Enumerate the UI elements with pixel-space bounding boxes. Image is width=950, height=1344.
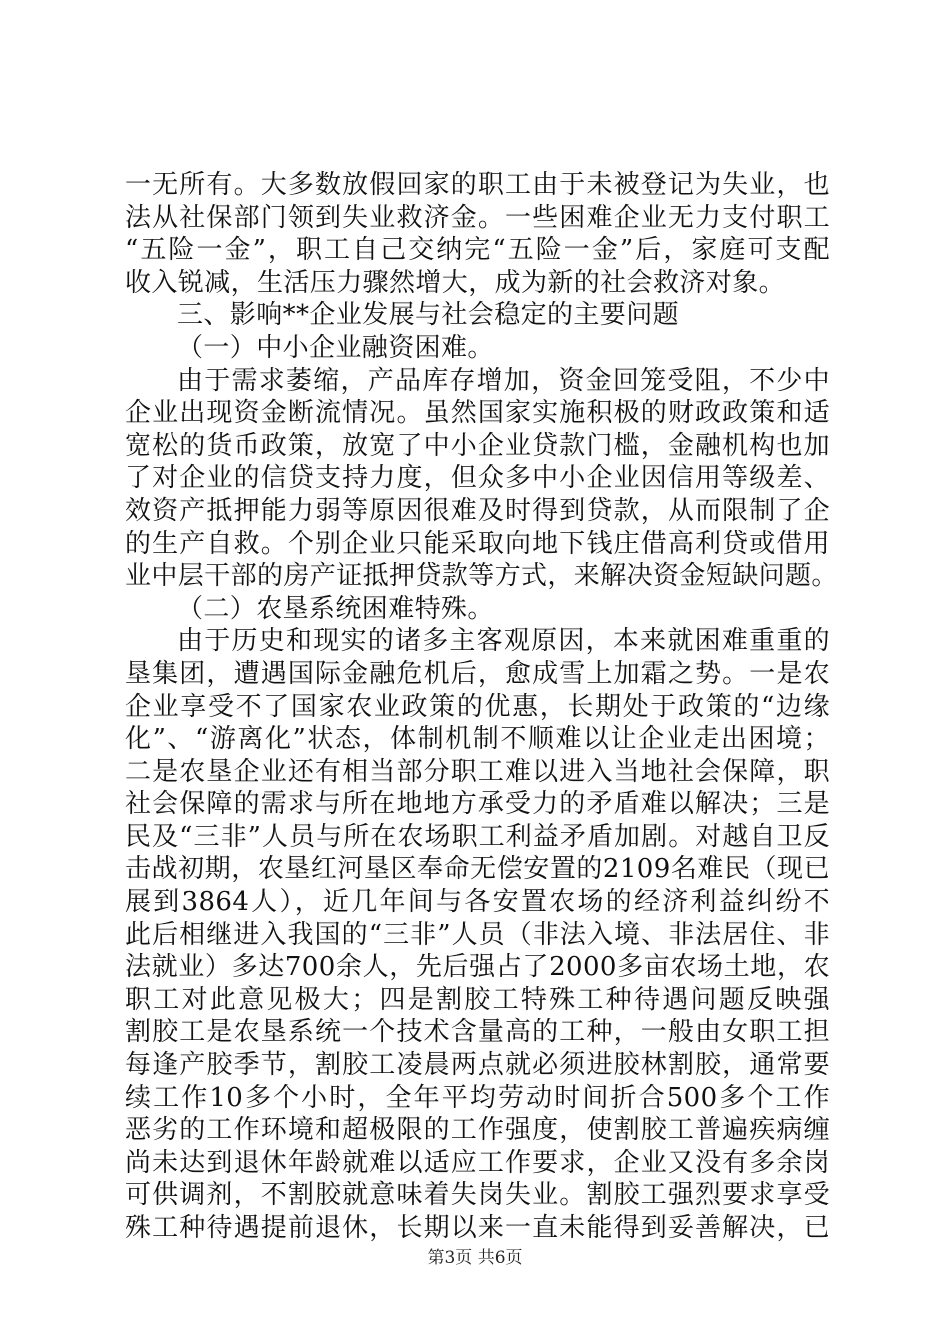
subsection-heading: （一）中小企业融资困难。 bbox=[177, 332, 494, 363]
subsection-heading: （二）农垦系统困难特殊。 bbox=[177, 593, 494, 624]
text-line: 由于历史和现实的诸多主客观原因，本来就困难重重的 bbox=[177, 626, 830, 657]
section-heading: 三、影响**企业发展与社会稳定的主要问题 bbox=[177, 300, 680, 331]
text-line: “五险一金”，职工自己交纳完“五险一金”后，家庭可支配 bbox=[125, 235, 830, 266]
text-line: 二是农垦企业还有相当部分职工难以进入当地社会保障，职 bbox=[125, 756, 830, 787]
text-line: 化”、“游离化”状态，体制机制不顺难以让企业走出困境； bbox=[125, 724, 830, 755]
text-line: 企业出现资金断流情况。虽然国家实施积极的财政政策和适 bbox=[125, 398, 830, 429]
text-line: 职工对此意见极大；四是割胶工特殊工种待遇问题反映强 bbox=[125, 984, 830, 1015]
text-line: 宽松的货币政策，放宽了中小企业贷款门槛，金融机构也加 bbox=[125, 430, 830, 461]
text-line: 殊工种待遇提前退休，长期以来一直未能得到妥善解决，已 bbox=[125, 1213, 830, 1243]
text-line: 续工作10多个小时，全年平均劳动时间折合500多个工作 bbox=[125, 1082, 830, 1113]
text-line: 民及“三非”人员与所在农场职工利益矛盾加剧。对越自卫反 bbox=[125, 821, 830, 852]
text-line: 法就业）多达700余人，先后强占了2000多亩农场土地，农 bbox=[125, 952, 830, 983]
text-line: 每逢产胶季节，割胶工凌晨两点就必须进胶林割胶，通常要 bbox=[125, 1050, 830, 1081]
text-line: 此后相继进入我国的“三非”人员（非法入境、非法居住、非 bbox=[125, 919, 830, 950]
text-line: 割胶工是农垦系统一个技术含量高的工种，一般由女职工担 bbox=[125, 1017, 830, 1048]
text-line: 企业享受不了国家农业政策的优惠，长期处于政策的“边缘 bbox=[125, 691, 830, 722]
text-line: 垦集团，遭遇国际金融危机后，愈成雪上加霜之势。一是农 bbox=[125, 658, 830, 689]
text-line: 法从社保部门领到失业救济金。一些困难企业无力支付职工 bbox=[125, 202, 830, 233]
body-text bbox=[125, 169, 838, 1245]
text-line: 收入锐减，生活压力骤然增大，成为新的社会救济对象。 bbox=[125, 267, 786, 298]
text-line: 恶劣的工作环境和超极限的工作强度，使割胶工普遍疾病缠 bbox=[125, 1115, 830, 1146]
text-line: 社会保障的需求与所在地地方承受力的矛盾难以解决；三是 bbox=[125, 789, 830, 820]
text-line: 展到3864人），近几年间与各安置农场的经济利益纠纷不 bbox=[125, 887, 830, 918]
text-line: 业中层干部的房产证抵押贷款等方式，来解决资金短缺问题。 bbox=[125, 561, 838, 592]
text-line: 尚未达到退休年龄就难以适应工作要求，企业又没有多余岗 bbox=[125, 1147, 830, 1178]
text-line: 由于需求萎缩，产品库存增加，资金回笼受阻，不少中 bbox=[177, 365, 830, 396]
text-line: 效资产抵押能力弱等原因很难及时得到贷款，从而限制了企 bbox=[125, 495, 830, 526]
text-line: 一无所有。大多数放假回家的职工由于未被登记为失业，也 bbox=[125, 170, 830, 200]
text-line: 击战初期，农垦红河垦区奉命无偿安置的2109名难民（现已 bbox=[125, 854, 830, 885]
text-line: 了对企业的信贷支持力度，但众多中小企业因信用等级差、 bbox=[125, 463, 830, 494]
text-line: 的生产自救。个别企业只能采取向地下钱庄借高利贷或借用 bbox=[125, 528, 830, 559]
text-line: 可供调剂，不割胶就意味着失岗失业。割胶工强烈要求享受 bbox=[125, 1180, 830, 1211]
page-footer: 第3页 共6页 bbox=[427, 1248, 523, 1268]
